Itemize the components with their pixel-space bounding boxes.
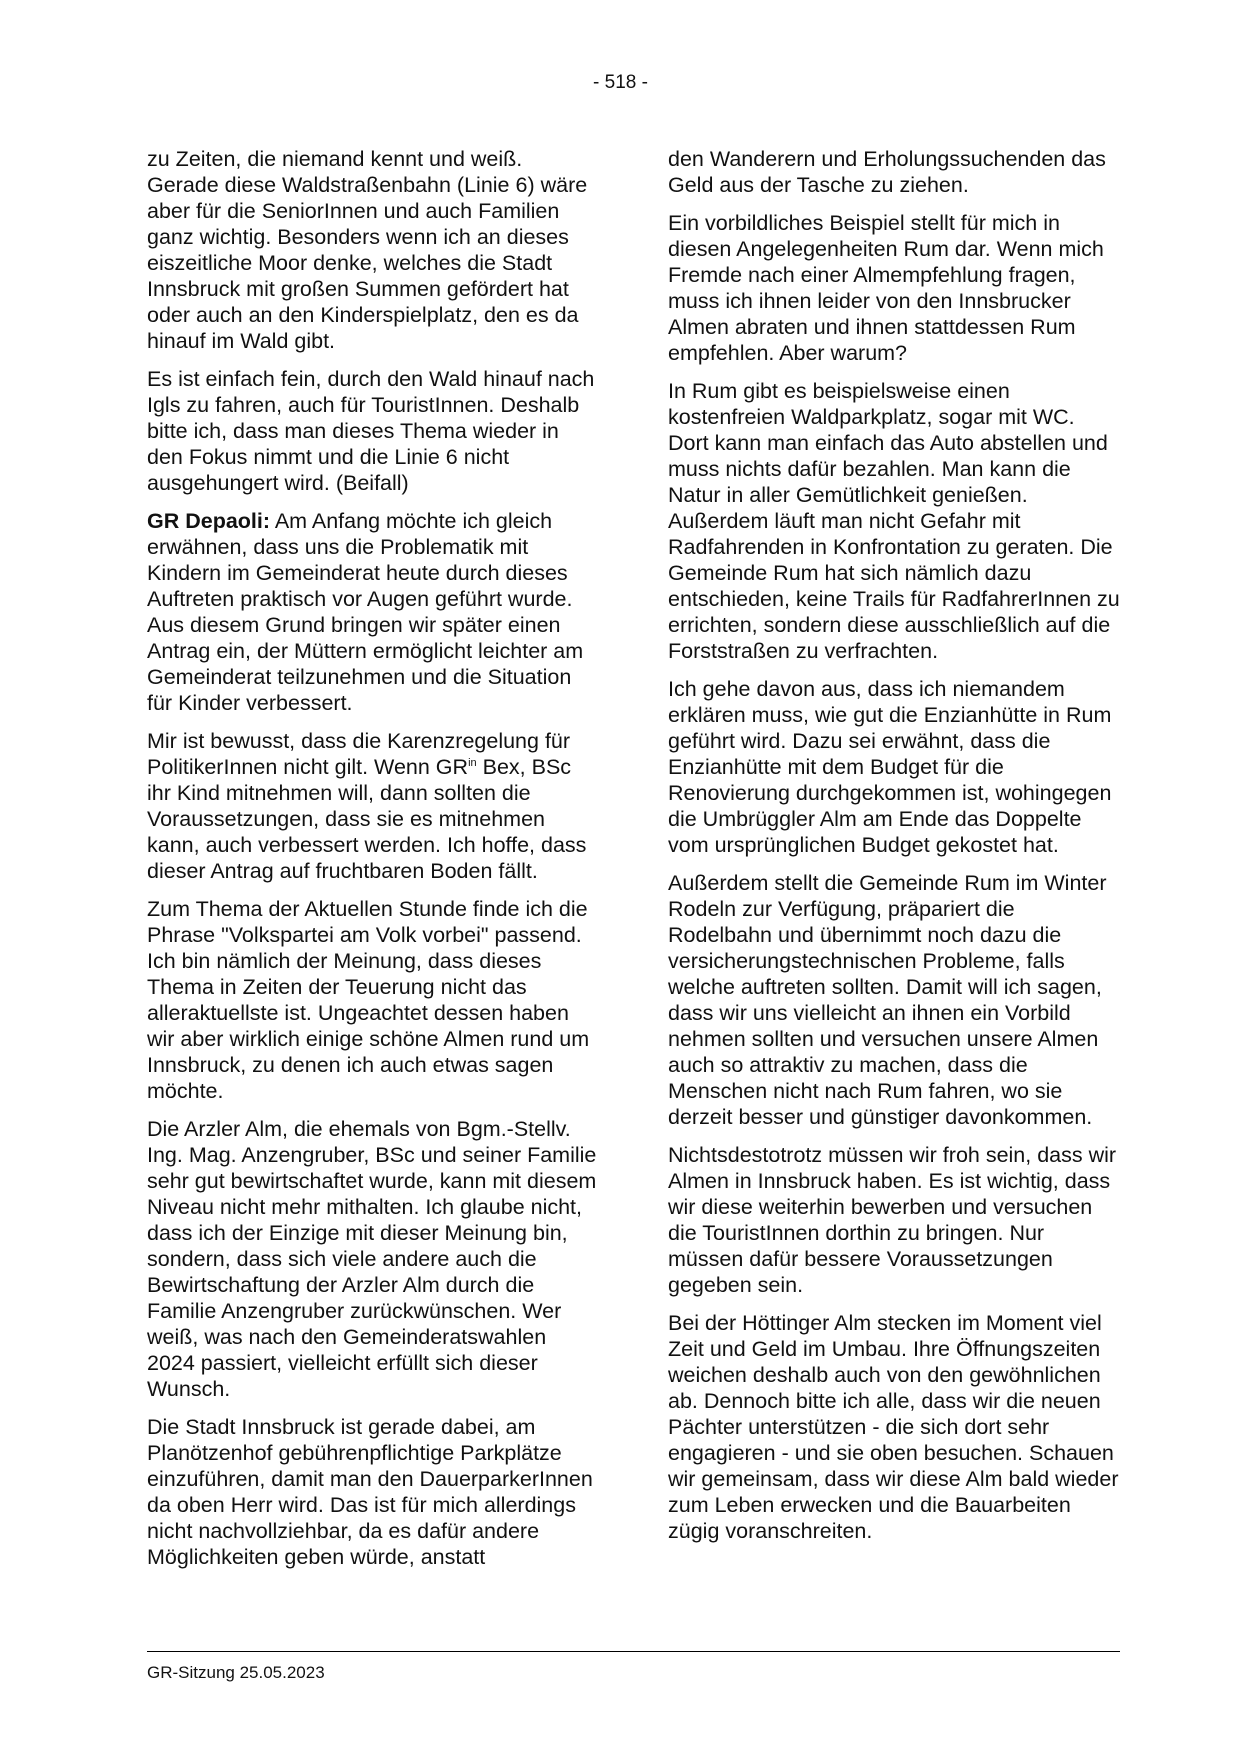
right-column <box>668 146 1120 1556</box>
paragraph: Zum Thema der Aktuellen Stunde finde ich die Phrase "Volkspartei am Volk vorbei" passend. Ich bin nämlich der Meinung, dass dieses Thema in Zeiten der Teuerung nicht das alleraktuellste ist. Ungeachtet dessen haben wir aber wirklich einige schöne Almen rund um Innsbruck, zu denen ich auch etwas sagen möchte. <box>147 897 590 1103</box>
paragraph: Nichtsdestotrotz müssen wir froh sein, dass wir Almen in Innsbruck haben. Es ist wichtig, dass wir diese weiterhin bewerben und versuchen die TouristInnen dorthin zu bringen. Nur müssen dafür bessere Voraussetzungen gegeben sein. <box>668 1143 1117 1297</box>
paragraph-text: Am Anfang möchte ich gleich erwähnen, dass uns die Problematik mit Kindern im Gemeinderat heute durch dieses Auftreten praktisch vor Augen geführt wurde. Aus diesem Grund bringen wir später einen Antrag ein, der Müttern ermöglicht leichter am Gemeinderat teilzunehmen und die Situation für Kinder verbessert. <box>147 509 584 715</box>
paragraph: Ich gehe davon aus, dass ich niemandem erklären muss, wie gut die Enzianhütte in Rum geführt wird. Dazu sei erwähnt, dass die Enzianhütte mit dem Budget für die Renovierung durchgekommen ist, wohingegen die Umbrüggler Alm am Ende das Doppelte vom ursprünglichen Budget gekostet hat. <box>668 677 1112 857</box>
paragraph: Außerdem stellt die Gemeinde Rum im Winter Rodeln zur Verfügung, präpariert die Rodelbahn und übernimmt noch dazu die versicherungstechnischen Probleme, falls welche auftreten sollten. Damit will ich sagen, dass wir uns vielleicht an ihnen ein Vorbild nehmen sollten und versuchen unsere Almen auch so attraktiv zu machen, dass die Menschen nicht nach Rum fahren, wo sie derzeit besser und günstiger davonkommen. <box>668 871 1107 1129</box>
paragraph: Die Stadt Innsbruck ist gerade dabei, am Planötzenhof gebührenpflichtige Parkplätze einzuführen, damit man den DauerparkerInnen da oben Herr wird. Das ist für mich allerdings nicht nachvollziehbar, da es dafür andere Möglichkeiten geben würde, anstatt <box>147 1415 593 1569</box>
superscript: in <box>468 756 477 769</box>
paragraph <box>147 728 599 884</box>
paragraph <box>147 508 599 716</box>
left-column <box>147 146 599 1582</box>
paragraph-text: Mir ist bewusst, dass die Karenzregelung für PolitikerInnen nicht gilt. Wenn GR <box>147 729 571 779</box>
paragraph: Die Arzler Alm, die ehemals von Bgm.-Stellv. Ing. Mag. Anzengruber, BSc und seiner Familie sehr gut bewirtschaftet wurde, kann mit diesem Niveau nicht mehr mithalten. Ich glaube nicht, dass ich der Einzige mit dieser Meinung bin, sondern, dass sich viele andere auch die Bewirtschaftung der Arzler Alm durch die Familie Anzengruber zurückwünschen. Wer weiß, was nach den Gemeinderatswahlen 2024 passiert, vielleicht erfüllt sich dieser Wunsch. <box>147 1117 597 1401</box>
paragraph: Es ist einfach fein, durch den Wald hinauf nach Igls zu fahren, auch für TouristInnen. Deshalb bitte ich, dass man dieses Thema wieder in den Fokus nimmt und die Linie 6 nicht ausgehungert wird. (Beifall) <box>147 367 595 495</box>
page-number: - 518 - <box>593 72 648 93</box>
footer-session-date: GR-Sitzung 25.05.2023 <box>147 1663 325 1682</box>
footer-divider <box>147 1651 1120 1652</box>
speaker-name: GR Depaoli: <box>147 509 271 533</box>
paragraph: In Rum gibt es beispielsweise einen kostenfreien Waldparkplatz, sogar mit WC. Dort kann man einfach das Auto abstellen und muss nichts dafür bezahlen. Man kann die Natur in aller Gemütlichkeit genießen. Außerdem läuft man nicht Gefahr mit Radfahrenden in Konfrontation zu geraten. Die Gemeinde Rum hat sich nämlich dazu entschieden, keine Trails für RadfahrerInnen zu errichten, sondern diese ausschließlich auf die Forststraßen zu verfrachten. <box>668 379 1120 663</box>
paragraph-text: Bex, BSc ihr Kind mitnehmen will, dann sollten die Voraussetzungen, dass sie es mitnehmen kann, auch verbessert werden. Ich hoffe, dass dieser Antrag auf fruchtbaren Boden fällt. <box>147 755 587 883</box>
paragraph: Bei der Höttinger Alm stecken im Moment viel Zeit und Geld im Umbau. Ihre Öffnungszeiten weichen deshalb auch von den gewöhnlichen ab. Dennoch bitte ich alle, dass wir die neuen Pächter unterstützen - die sich dort sehr engagieren - und sie oben besuchen. Schauen wir gemeinsam, dass wir diese Alm bald wieder zum Leben erwecken und die Bauarbeiten zügig voranschreiten. <box>668 1311 1119 1543</box>
paragraph: zu Zeiten, die niemand kennt und weiß. Gerade diese Waldstraßenbahn (Linie 6) wäre aber für die SeniorInnen und auch Familien ganz wichtig. Besonders wenn ich an dieses eiszeitliche Moor denke, welches die Stadt Innsbruck mit großen Summen gefördert hat oder auch an den Kinderspielplatz, den es da hinauf im Wald gibt. <box>147 147 588 353</box>
paragraph: den Wanderern und Erholungssuchenden das Geld aus der Tasche zu ziehen. <box>668 147 1106 197</box>
paragraph: Ein vorbildliches Beispiel stellt für mich in diesen Angelegenheiten Rum dar. Wenn mich Fremde nach einer Almempfehlung fragen, muss ich ihnen leider von den Innsbrucker Almen abraten und ihnen stattdessen Rum empfehlen. Aber warum? <box>668 211 1104 365</box>
